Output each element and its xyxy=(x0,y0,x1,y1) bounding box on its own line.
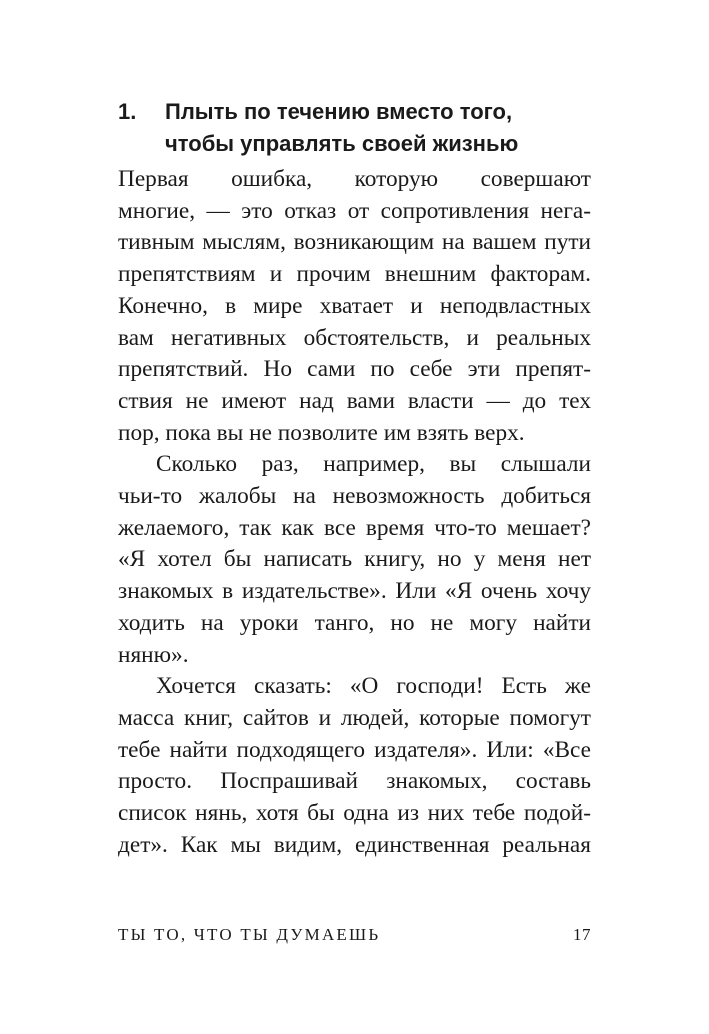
text-line: знакомых в издательстве». Или «Я очень хочу xyxy=(118,578,591,605)
text-line: «Я хотел бы написать книгу, но у меня нет xyxy=(118,546,591,573)
text-line: тивным мыслям, возникающим на вашем пути xyxy=(118,229,591,256)
text-line: Конечно, в мире хватает и неподвластных xyxy=(118,292,591,319)
page-number: 17 xyxy=(573,925,591,944)
section-title-line: Плыть по течению вместо того, xyxy=(165,99,513,124)
section-title xyxy=(165,96,591,160)
paragraph xyxy=(118,671,591,861)
text-line: тебе найти подходящего издателя». Или: «Все xyxy=(118,736,591,763)
text-line: пор, пока вы не позволите им взять верх. xyxy=(118,419,525,446)
paragraph xyxy=(118,164,591,449)
text-line: список нянь, хотя бы одна из них тебе подой- xyxy=(118,800,591,827)
text-line: Хочется сказать: «О господи! Есть же xyxy=(156,673,591,700)
text-line: вам негативных обстоятельств, и реальных xyxy=(118,324,591,351)
text-line: препятствий. Но сами по себе эти препят- xyxy=(118,356,591,383)
section-number: 1. xyxy=(118,99,137,124)
text-line: няню». xyxy=(118,641,189,668)
running-title: ТЫ ТО, ЧТО ТЫ ДУМАЕШЬ xyxy=(118,925,381,944)
page-content xyxy=(118,96,591,861)
page-footer xyxy=(118,925,591,945)
text-line: Первая ошибка, которую совершают xyxy=(118,166,591,192)
text-line: желаемого, так как все время что-то мешает? xyxy=(118,514,591,541)
text-line: ствия не имеют над вами власти — до тех xyxy=(118,387,591,414)
section-heading xyxy=(118,96,591,160)
text-line: препятствиям и прочим внешним факторам. xyxy=(118,261,591,288)
text-line: масса книг, сайтов и людей, которые помогут xyxy=(118,704,591,731)
text-line: дет». Как мы видим, единственная реальная xyxy=(118,831,591,858)
text-line: Сколько раз, например, вы слышали xyxy=(156,451,591,478)
text-line: просто. Поспрашивай знакомых, составь xyxy=(118,768,591,795)
text-line: ходить на уроки танго, но не могу найти xyxy=(118,609,591,636)
text-line: чьи-то жалобы на невозможность добиться xyxy=(118,483,591,510)
section-title-line: чтобы управлять своей жизнью xyxy=(165,131,519,156)
paragraph xyxy=(118,449,591,671)
body-text xyxy=(118,164,591,861)
text-line: многие, — это отказ от сопротивления нега- xyxy=(118,197,591,224)
